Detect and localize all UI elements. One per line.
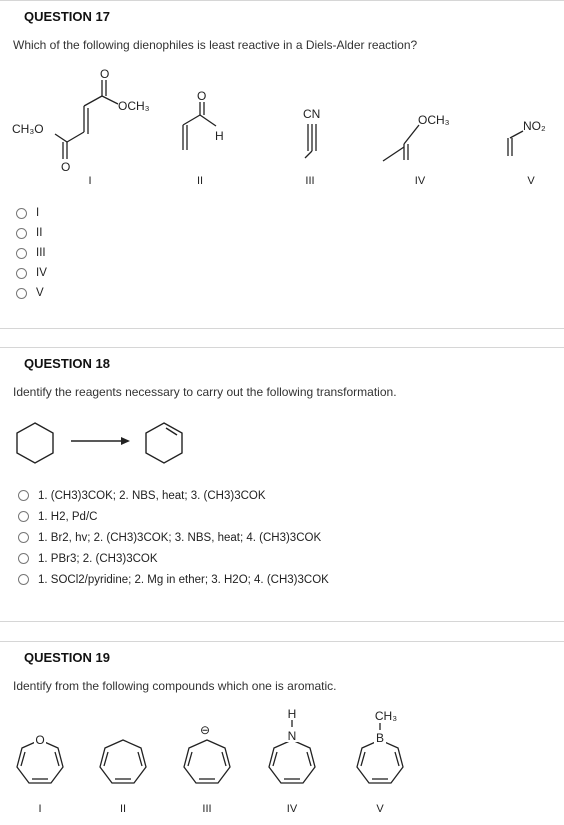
q17-divider (0, 0, 564, 1)
option-label: IV (36, 267, 47, 279)
q19-c3-negative-charge-icon: ⊖ (199, 723, 211, 737)
q17-title: QUESTION 17 (24, 9, 110, 24)
option-label: III (36, 247, 46, 259)
radio-button[interactable] (16, 208, 27, 219)
azepine-ring (269, 740, 315, 783)
radio-button[interactable] (16, 268, 27, 279)
q17-s1-och3-label: OCH₃ (118, 99, 150, 113)
q19-label-II: II (119, 803, 127, 815)
q19-label-V: V (376, 803, 384, 815)
q17-s1-o-top-label: O (100, 67, 110, 81)
q19-label-IV: IV (286, 803, 298, 815)
radio-button[interactable] (16, 288, 27, 299)
q19-structures-figure (0, 700, 564, 820)
cycloheptatrienyl-anion-ring (184, 740, 230, 783)
q17-options (16, 203, 47, 303)
radio-button[interactable] (16, 248, 27, 259)
q17-label-II: II (196, 175, 204, 187)
q18-transformation-figure (0, 412, 564, 474)
cycloheptatriene-ring (100, 740, 146, 783)
q18-options (18, 485, 329, 590)
q18-option-1[interactable] (18, 485, 329, 506)
option-label: 1. H2, Pd/C (38, 510, 98, 523)
option-label: V (36, 287, 44, 299)
q17-label-I: I (88, 175, 92, 187)
q19-c1-o-label: O (35, 733, 45, 747)
q19-question-text: Identify from the following compounds which one is aromatic. (13, 679, 337, 693)
option-label: 1. (CH3)3COK; 2. NBS, heat; 3. (CH3)3COK (38, 489, 266, 502)
option-label: II (36, 227, 43, 239)
arrow-head-icon (121, 437, 130, 445)
q18-divider (0, 347, 564, 348)
q19-c4-n-label: N (287, 729, 297, 743)
radio-button[interactable] (18, 574, 29, 585)
q19-label-I: I (38, 803, 42, 815)
q18-option-3[interactable] (18, 527, 329, 548)
cyclohexane-ring (17, 423, 53, 463)
q17-s4-och3-label: OCH₃ (418, 113, 450, 127)
q18-question-text: Identify the reagents necessary to carry out the following transformation. (13, 385, 397, 399)
radio-button[interactable] (18, 532, 29, 543)
radio-button[interactable] (18, 511, 29, 522)
q19-c5-ch3-label: CH₃ (374, 709, 398, 723)
q17-structures-figure (0, 62, 564, 190)
radio-button[interactable] (18, 553, 29, 564)
q19-title: QUESTION 19 (24, 650, 110, 665)
cyclohexene-ring (146, 423, 182, 463)
q19-divider-top (0, 621, 564, 622)
radio-button[interactable] (18, 490, 29, 501)
q17-s1-ch3o-label: CH₃O (12, 122, 44, 136)
q17-label-IV: IV (414, 175, 426, 187)
q17-s1-o-bottom-label: O (61, 160, 71, 174)
q18-option-4[interactable] (18, 548, 329, 569)
q18-option-5[interactable] (18, 569, 329, 590)
q18-title: QUESTION 18 (24, 356, 110, 371)
q17-s3-cn-label: CN (303, 107, 321, 121)
q17-option-1[interactable] (16, 203, 47, 223)
q17-s2-o-label: O (197, 89, 207, 103)
option-label: I (36, 207, 40, 219)
q17-option-4[interactable] (16, 263, 47, 283)
borepin-ring (357, 740, 403, 783)
option-label: 1. PBr3; 2. (CH3)3COK (38, 552, 158, 565)
q17-label-III: III (305, 175, 315, 187)
q19-label-III: III (202, 803, 212, 815)
q19-c4-h-label: H (287, 707, 297, 721)
q19-c5-b-label: B (375, 731, 385, 745)
q17-s2-h-label: H (215, 129, 224, 143)
q17-option-2[interactable] (16, 223, 47, 243)
radio-button[interactable] (16, 228, 27, 239)
q17-option-3[interactable] (16, 243, 47, 263)
option-label: 1. Br2, hv; 2. (CH3)3COK; 3. NBS, heat; 4. (CH3)3COK (38, 531, 322, 544)
q17-option-5[interactable] (16, 283, 47, 303)
q18-option-2[interactable] (18, 506, 329, 527)
q19-divider (0, 641, 564, 642)
q17-label-V: V (527, 175, 535, 187)
q18-divider-top (0, 328, 564, 329)
option-label: 1. SOCl2/pyridine; 2. Mg in ether; 3. H2O; 4. (CH3)3COK (38, 573, 329, 586)
q17-question-text: Which of the following dienophiles is least reactive in a Diels-Alder reaction? (13, 38, 418, 52)
q17-s5-no2-label: NO₂ (523, 119, 546, 133)
